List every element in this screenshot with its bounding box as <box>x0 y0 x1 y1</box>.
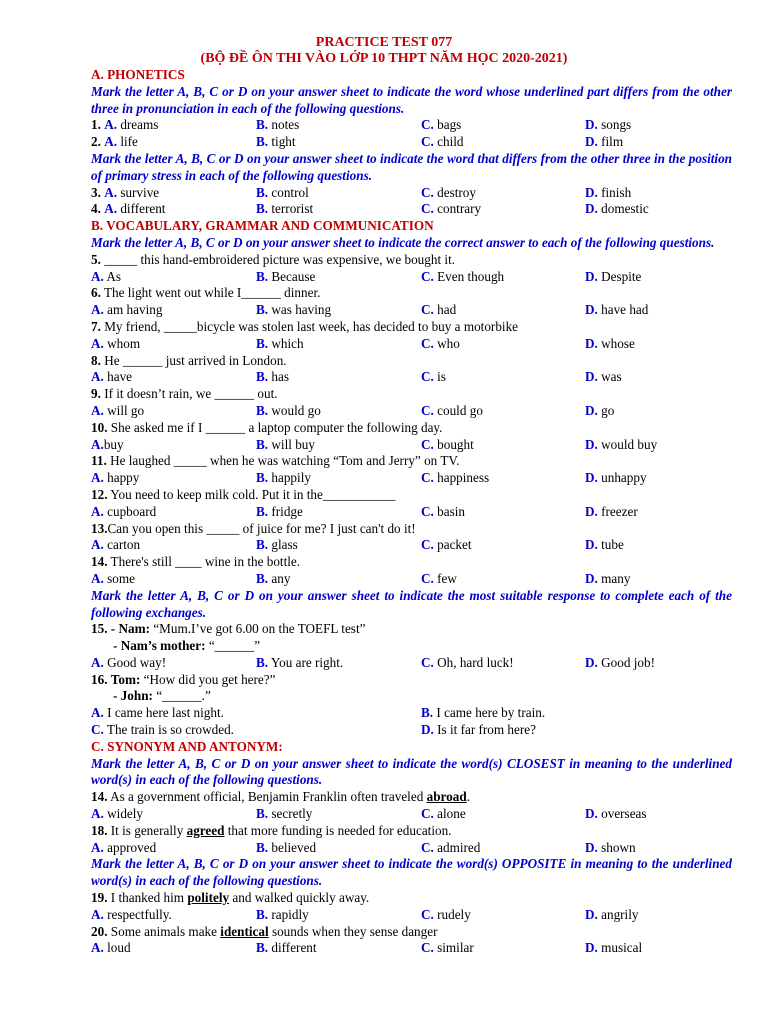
question-stem: 9. If it doesn’t rain, we ______ out. <box>91 386 278 402</box>
option-c: bought <box>437 436 474 452</box>
question-4-options: 4. A. different B. terrorist C. contrary D. domestic <box>91 201 649 217</box>
dialogue-line: - John: “______.” <box>113 688 211 704</box>
option-d: Good job! <box>601 654 655 670</box>
question-stem: 10. She asked me if I ______ a laptop computer the following day. <box>91 419 443 435</box>
option-b: will buy <box>271 436 315 452</box>
option-c: The train is so crowded. <box>106 722 234 738</box>
option-c: rudely <box>437 906 471 922</box>
option-a: approved <box>107 839 157 855</box>
option-d: freezer <box>601 503 638 519</box>
dialogue-line: 16. Tom: “How did you get here?” <box>91 671 276 687</box>
question-options: A. I came here last night. B. I came here by train. <box>91 705 546 721</box>
option-c: alone <box>437 806 466 822</box>
page-title: PRACTICE TEST 077 <box>315 35 453 50</box>
option-d: was <box>601 369 622 385</box>
instruction: Mark the letter A, B, C or D on your answer sheet to indicate the word(s) OPPOSITE in meaning to the underlined word(s) in each of the following questions. <box>91 856 732 889</box>
question-options: A. cupboard B. fridge C. basin D. freezer <box>91 503 638 519</box>
question-stem: 7. My friend, _____bicycle was stolen last week, has decided to buy a motorbike <box>91 318 519 334</box>
question-options: A. loud B. different C. similar D. musical <box>91 940 643 956</box>
question-stem: 13.Can you open this _____ of juice for me? I just can't do it! <box>91 520 416 536</box>
option-c: contrary <box>437 201 482 217</box>
question-stem: 14. As a government official, Benjamin Franklin often traveled abroad. <box>91 789 470 805</box>
dialogue-line: 15. - Nam: “Mum.I’ve got 6.00 on the TOEFL test” <box>91 621 366 637</box>
instruction: Mark the letter A, B, C or D on your answer sheet to indicate the correct answer to each of the following questions. <box>91 234 715 250</box>
option-b: control <box>271 184 309 200</box>
option-d: shown <box>601 839 636 855</box>
option-c: bags <box>437 117 462 133</box>
instruction: Mark the letter A, B, C or D on your answer sheet to indicate the word that differs from the other three in the position of primary stress in each of the following questions. <box>91 150 732 183</box>
option-c: had <box>437 302 457 318</box>
option-c: similar <box>437 940 474 956</box>
question-options: A. approved B. believed C. admired D. shown <box>91 839 636 855</box>
option-c: happiness <box>437 470 490 486</box>
question-stem: 8. He ______ just arrived in London. <box>91 352 287 368</box>
option-b: happily <box>271 470 311 486</box>
option-d: many <box>601 570 631 586</box>
option-a: cupboard <box>107 503 157 519</box>
option-b: I came here by train. <box>436 705 546 721</box>
option-b: secretly <box>271 806 313 822</box>
option-a: I came here last night. <box>107 705 224 721</box>
option-a: dreams <box>120 117 159 133</box>
option-d: songs <box>601 117 632 133</box>
question-stem: 20. Some animals make identical sounds when they sense danger <box>91 923 438 939</box>
option-c: few <box>437 570 457 586</box>
option-a: carton <box>107 537 141 553</box>
question-options: A. Good way! B. You are right. C. Oh, hard luck! D. Good job! <box>91 654 655 670</box>
option-a: am having <box>107 302 163 318</box>
option-b: would go <box>271 402 321 418</box>
option-b: tight <box>271 134 296 150</box>
option-c: basin <box>437 503 465 519</box>
option-a: life <box>120 134 138 150</box>
dialogue-line: - Nam’s mother: “______” <box>113 638 261 654</box>
option-d: tube <box>601 537 624 553</box>
question-options: A. will go B. would go C. could go D. go <box>91 402 615 418</box>
question-options: A. carton B. glass C. packet D. tube <box>91 537 624 553</box>
question-stem: 14. There's still ____ wine in the bottle. <box>91 554 301 570</box>
option-c: destroy <box>437 184 476 200</box>
question-1-options: 1. A. dreams B. notes C. bags D. songs <box>91 117 632 133</box>
question-options: A. happy B. happily C. happiness D. unhappy <box>91 470 647 486</box>
question-options: A. some B. any C. few D. many <box>91 570 631 586</box>
option-d: finish <box>601 184 632 200</box>
option-a: widely <box>107 806 144 822</box>
option-d: go <box>601 402 615 418</box>
option-b: any <box>271 570 291 586</box>
option-a: have <box>107 369 133 385</box>
option-a: loud <box>107 940 131 956</box>
option-b: believed <box>271 839 317 855</box>
option-c: Even though <box>437 268 505 284</box>
question-options: A. whom B. which C. who D. whose <box>91 335 635 351</box>
instruction: Mark the letter A, B, C or D on your answer sheet to indicate the word(s) CLOSEST in meaning to the underlined word(s) in each of the following questions. <box>91 755 732 788</box>
option-b: which <box>271 335 304 351</box>
option-a: As <box>106 268 122 284</box>
option-c: who <box>437 335 460 351</box>
option-c: admired <box>437 839 481 855</box>
option-c: Oh, hard luck! <box>437 654 514 670</box>
option-c: could go <box>437 402 483 418</box>
question-options: A. have B. has C. is D. was <box>91 369 622 385</box>
option-a: survive <box>120 184 160 200</box>
option-d: Is it far from here? <box>437 722 536 738</box>
question-stem: 12. You need to keep milk cold. Put it in the___________ <box>91 486 396 502</box>
question-options: A. am having B. was having C. had D. have had <box>91 302 649 318</box>
instruction: Mark the letter A, B, C or D on your answer sheet to indicate the word whose underlined part differs from the other three in pronunciation in each of the following questions. <box>91 83 732 116</box>
question-stem: 5. _____ this hand-embroidered picture was expensive, we bought it. <box>91 251 456 267</box>
question-stem: 19. I thanked him politely and walked quickly away. <box>91 890 370 906</box>
worksheet-body <box>91 67 732 957</box>
option-a: will go <box>107 402 145 418</box>
option-b: different <box>271 940 317 956</box>
question-2-options: 2. A. life B. tight C. child D. film <box>91 134 624 150</box>
option-d: angrily <box>601 906 639 922</box>
section-heading: B. VOCABULARY, GRAMMAR AND COMMUNICATION <box>91 218 434 234</box>
option-d: domestic <box>601 201 649 217</box>
question-options: A. widely B. secretly C. alone D. overseas <box>91 806 647 822</box>
option-a: happy <box>107 470 140 486</box>
question-options: A.buy B. will buy C. bought D. would buy <box>91 436 658 452</box>
option-d: film <box>601 134 624 150</box>
option-d: musical <box>601 940 643 956</box>
option-a: whom <box>107 335 141 351</box>
instruction: Mark the letter A, B, C or D on your answer sheet to indicate the most suitable response to complete each of the following exchanges. <box>91 587 732 620</box>
question-stem: 11. He laughed _____ when he was watching “Tom and Jerry” on TV. <box>91 453 460 469</box>
question-options: C. The train is so crowded. D. Is it far from here? <box>91 722 536 738</box>
option-b: rapidly <box>271 906 309 922</box>
question-options: A. As B. Because C. Even though D. Despite <box>91 268 642 284</box>
option-b: terrorist <box>271 201 314 217</box>
option-c: packet <box>437 537 472 553</box>
option-a: respectfully. <box>107 906 172 922</box>
option-d: unhappy <box>601 470 647 486</box>
option-c: child <box>437 134 464 150</box>
option-d: overseas <box>601 806 647 822</box>
option-a: Good way! <box>107 654 167 670</box>
question-stem: 6. The light went out while I______ dinner. <box>91 285 321 301</box>
option-b: You are right. <box>270 654 344 670</box>
option-a: different <box>120 201 166 217</box>
option-a: some <box>107 570 135 586</box>
option-b: fridge <box>271 503 303 519</box>
question-stem: 18. It is generally agreed that more funding is needed for education. <box>91 822 452 838</box>
option-b: glass <box>271 537 298 553</box>
question-options: A. respectfully. B. rapidly C. rudely D. angrily <box>91 906 639 922</box>
section-heading: C. SYNONYM AND ANTONYM: <box>91 738 283 754</box>
option-b: notes <box>271 117 300 133</box>
question-3-options: 3. A. survive B. control C. destroy D. finish <box>91 184 632 200</box>
option-a: buy <box>103 436 124 452</box>
option-d: have had <box>601 302 649 318</box>
section-heading: A. PHONETICS <box>91 67 185 82</box>
option-d: Despite <box>601 268 642 284</box>
option-b: has <box>271 369 289 385</box>
option-b: was having <box>271 302 332 318</box>
option-d: would buy <box>601 436 658 452</box>
option-c: is <box>437 369 446 385</box>
option-d: whose <box>601 335 635 351</box>
page-subtitle: (BỘ ĐỀ ÔN THI VÀO LỚP 10 THPT NĂM HỌC 2020-2021) <box>200 51 568 66</box>
option-b: Because <box>271 268 316 284</box>
